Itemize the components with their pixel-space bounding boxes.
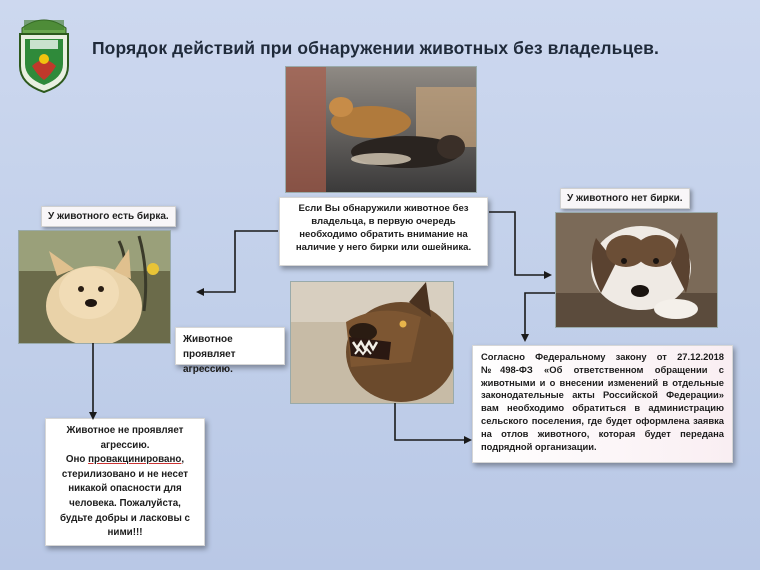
arrow-aggressive-to-law [395,403,470,440]
central-instruction-text: Если Вы обнаружили животное без владельца, в первую очередь необходимо обратить внимание на наличие у него бирки или ошейника. [295,203,472,253]
arrow-to-untagged [489,212,550,275]
arrow-untagged-to-law [525,293,555,340]
has-tag-label-text: У животного есть бирка. [48,211,169,222]
no-tag-label-text: У животного нет бирки. [567,193,683,204]
aggressive-label-text: Животное проявляет агрессию. [183,334,236,375]
page-title: Порядок действий при обнаружении животных без владельцев. [92,38,659,58]
not-aggressive-details: Оно провакцинировано, стерилизовано и не несет никакой опасности для человека. Пожалуйста, будьте добры и ласковы с ними!!! [60,454,190,539]
arrow-to-tagged [198,231,278,292]
federal-law-text: Согласно Федеральному закону от 27.12.2018 №498-ФЗ «Об ответственном обращении с животными и о внесении изменений в отдельные законодательные акты Российской Федерации» вам необходимо обратиться в администрацию сельского поселения, где будет оформлена заявка на отлов животного, которая будет передана подрядной организации. [481,351,724,452]
not-aggressive-line1: Животное не проявляет агрессию. [66,425,184,451]
